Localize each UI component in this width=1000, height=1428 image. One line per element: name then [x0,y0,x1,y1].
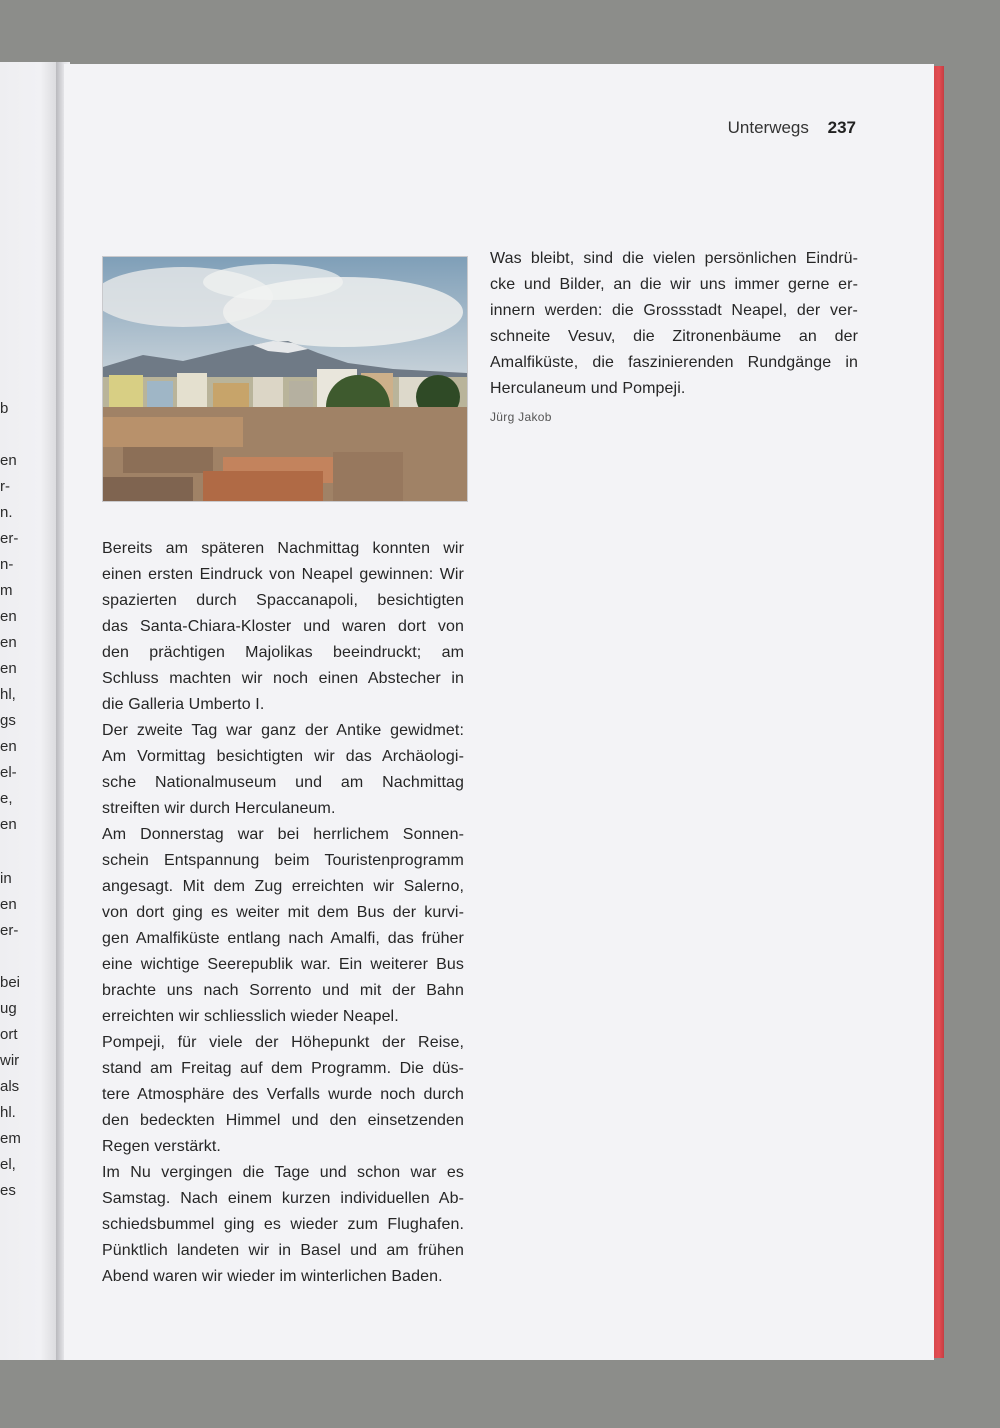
body-line: schein Entspannung beim Touristenprogramm [102,852,464,869]
prev-page-fragment: hl, [0,686,16,703]
body-line: Samstag. Nach einem kurzen individuellen Ab- [102,1190,464,1207]
prev-page-fragment: e, [0,790,13,807]
quote-line: Herculaneum und Pompeji. [490,380,686,397]
quote-block [490,246,858,402]
prev-page-fragment: es [0,1182,16,1199]
body-line: Pünktlich landeten wir in Basel und am frühen [102,1242,464,1259]
prev-page-fragment: en [0,896,17,913]
prev-page-fragment: en [0,608,17,625]
prev-page-fragment: en [0,634,17,651]
quote-line: innern werden: die Grossstadt Neapel, der ver- [490,302,858,319]
body-line: Regen verstärkt. [102,1138,221,1155]
body-line: die Galleria Umberto I. [102,696,265,713]
page-number: 237 [827,118,856,137]
prev-page-fragment: r- [0,478,10,495]
prev-page-fragment: als [0,1078,20,1095]
body-line: Abend waren wir wieder im winterlichen Baden. [102,1268,443,1285]
body-line: einen ersten Eindruck von Neapel gewinnen: Wir [102,566,464,583]
body-line: Der zweite Tag war ganz der Antike gewidmet: [102,722,464,739]
prev-page-fragment: en [0,816,17,833]
body-line: tere Atmosphäre des Verfalls wurde noch durch [102,1086,464,1103]
quote-line: Amalfiküste, die faszinierenden Rundgänge in [490,354,858,371]
body-line: eine wichtige Seerepublik war. Ein weiterer Bus [102,956,464,973]
prev-page-fragment: in [0,870,12,887]
prev-page-fragment: er- [0,922,19,939]
body-line: streiften wir durch Herculaneum. [102,800,336,817]
prev-page-fragment: bei [0,974,21,991]
prev-page-fragment: n. [0,504,13,521]
body-line: Schluss machten wir noch einen Abstecher in [102,670,464,687]
body-line: den bedeckten Himmel und den einsetzenden [102,1112,464,1129]
body-line: Pompeji, für viele der Höhepunkt der Reise, [102,1034,464,1051]
quote-line: Was bleibt, sind die vielen persönlichen Eindrü- [490,250,858,267]
prev-page-fragment: en [0,660,17,677]
prev-page-fragment: er- [0,530,19,547]
prev-page-fragment: ort [0,1026,18,1043]
prev-page-fragment: en [0,452,17,469]
body-line: Am Vormittag besichtigten wir das Archäologi- [102,748,464,765]
body-line: brachte uns nach Sorrento und mit der Bahn [102,982,464,999]
prev-page-fragment: em [0,1130,21,1147]
section-title: Unterwegs [727,118,809,137]
prev-page-fragment: n- [0,556,14,573]
running-header [728,118,856,138]
body-line: sche Nationalmuseum und am Nachmittag [102,774,464,791]
prev-page-fragment: wir [0,1052,20,1069]
body-line: das Santa-Chiara-Kloster und waren dort von [102,618,464,635]
prev-page-fragment: m [0,582,13,599]
body-line: Bereits am späteren Nachmittag konnten wir [102,540,464,557]
quote-line: cke und Bilder, an die wir uns immer gerne er- [490,276,858,293]
prev-page-fragment: ug [0,1000,17,1017]
previous-page [0,62,58,1360]
book-page [64,64,934,1360]
body-line: erreichten wir schliesslich wieder Neapel. [102,1008,399,1025]
quote-line: schneite Vesuv, die Zitronenbäume an der [490,328,858,345]
body-text [102,536,464,1290]
prev-page-fragment: hl. [0,1104,16,1121]
prev-page-fragment: gs [0,712,16,729]
photo-illustration [103,257,467,501]
body-line: spazierten durch Spaccanapoli, besichtigten [102,592,464,609]
body-line: Im Nu vergingen die Tage und schon war es [102,1164,464,1181]
prev-page-fragment: el, [0,1156,16,1173]
photo-naples-vesuvius [102,256,468,502]
body-line: Am Donnerstag war bei herrlichem Sonnen- [102,826,464,843]
body-line: von dort ging es weiter mit dem Bus der kurvi- [102,904,464,921]
body-line: den prächtigen Majolikas beeindruckt; am [102,644,464,661]
prev-page-fragment: en [0,738,17,755]
author-credit: Jürg Jakob [490,410,552,424]
body-line: stand am Freitag auf dem Programm. Die düs- [102,1060,464,1077]
prev-page-fragment: el- [0,764,17,781]
body-line: gen Amalfiküste entlang nach Amalfi, das früher [102,930,464,947]
page-edge-red [934,66,944,1358]
prev-page-fragment: b [0,400,9,417]
body-line: schiedsbummel ging es wieder zum Flughafen. [102,1216,464,1233]
body-line: angesagt. Mit dem Zug erreichten wir Salerno, [102,878,464,895]
